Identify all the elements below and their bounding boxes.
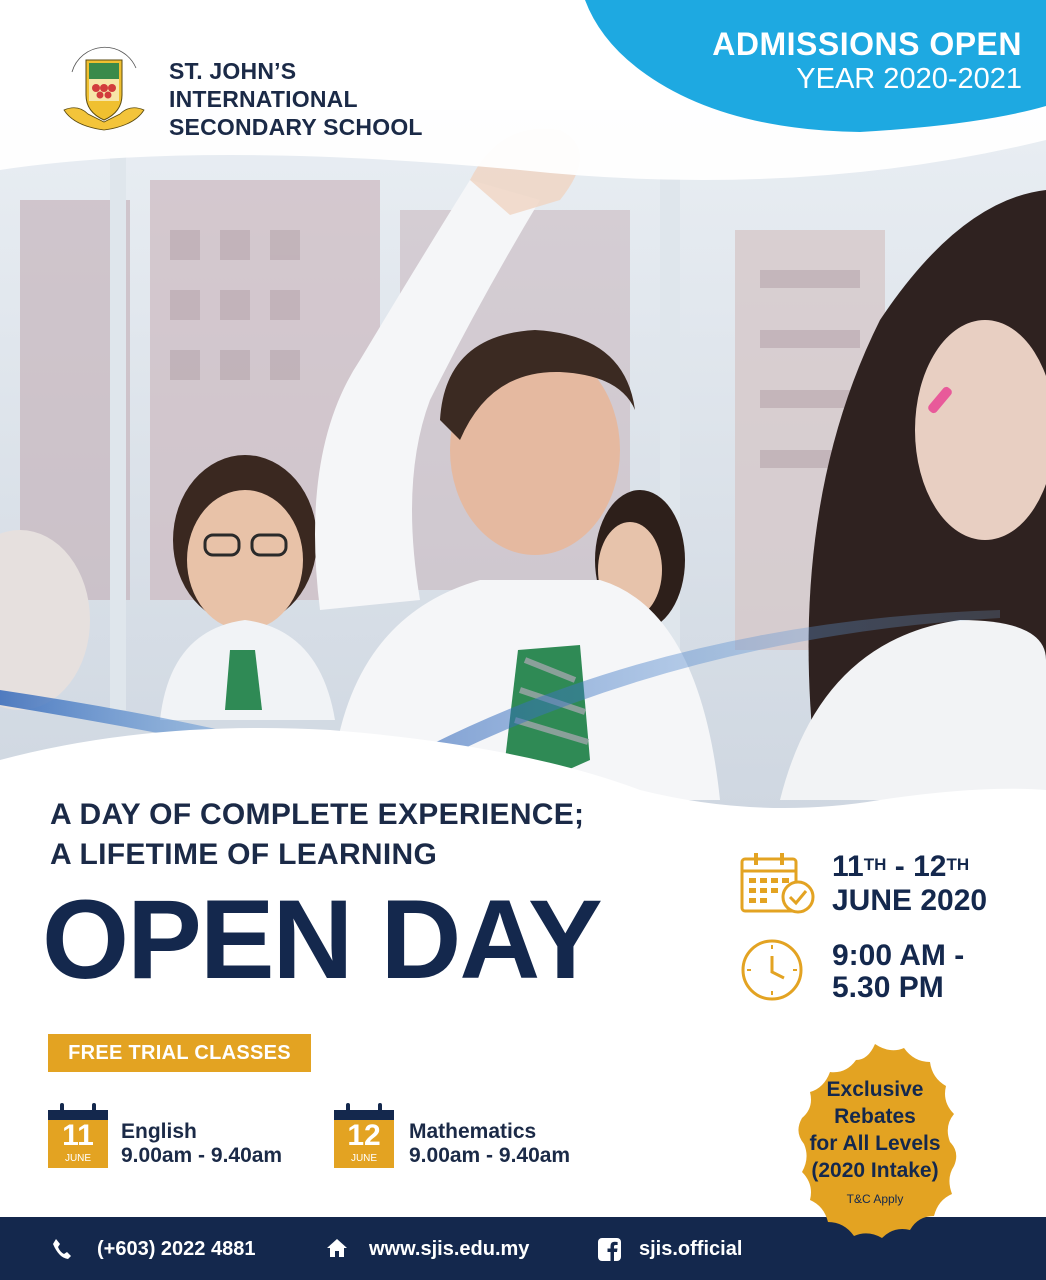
school-name (169, 57, 423, 141)
calendar-check-icon (740, 851, 816, 915)
website-link[interactable]: www.sjis.edu.my (369, 1238, 530, 1260)
free-trial-label: FREE TRIAL CLASSES (48, 1034, 311, 1072)
admissions-year: YEAR 2020-2021 (796, 63, 1022, 95)
date-separator: - (886, 850, 914, 883)
rebate-line: for All Levels (809, 1132, 941, 1155)
school-name-line: INTERNATIONAL (169, 86, 358, 112)
facebook-icon (598, 1238, 621, 1261)
clock-icon (740, 938, 804, 1002)
school-crest-logo (58, 40, 150, 134)
class-time: 9.00am - 9.40am (409, 1144, 571, 1167)
school-name-line: SECONDARY SCHOOL (169, 114, 423, 140)
event-time (832, 940, 964, 1004)
class-day: 11 (62, 1119, 94, 1152)
rebate-note: T&C Apply (846, 1192, 904, 1206)
rebate-line: Exclusive (826, 1078, 924, 1101)
time-line: 5.30 PM (832, 971, 944, 1004)
date-end-suffix: TH (946, 855, 970, 874)
social-handle[interactable]: sjis.official (639, 1238, 743, 1260)
class-time: 9.00am - 9.40am (121, 1144, 283, 1167)
calendar-icon (48, 1100, 108, 1168)
event-date (832, 850, 987, 918)
home-icon (326, 1238, 348, 1258)
rebate-line: (2020 Intake) (811, 1159, 939, 1182)
class-month: JUNE (350, 1153, 378, 1164)
rebate-text (764, 1076, 986, 1184)
tagline (50, 795, 584, 875)
school-name-line: ST. JOHN’S (169, 58, 297, 84)
open-day-headline: OPEN DAY (42, 877, 601, 1002)
date-month-year: JUNE 2020 (832, 884, 988, 917)
class-day: 12 (347, 1119, 381, 1152)
date-end: 12 (913, 850, 947, 883)
calendar-icon (334, 1100, 394, 1168)
time-line: 9:00 AM - (832, 939, 965, 972)
date-start-suffix: TH (863, 855, 887, 874)
tagline-line: A DAY OF COMPLETE EXPERIENCE; (50, 798, 585, 831)
class-subject: Mathematics (409, 1120, 537, 1143)
phone-number[interactable]: (+603) 2022 4881 (97, 1238, 256, 1260)
class-month: JUNE (64, 1153, 92, 1164)
class-subject: English (121, 1120, 197, 1143)
rebate-line: Rebates (834, 1105, 916, 1128)
admissions-title: ADMISSIONS OPEN (712, 26, 1022, 62)
date-start: 11 (832, 850, 864, 883)
tagline-line: A LIFETIME OF LEARNING (50, 838, 438, 871)
phone-icon (52, 1238, 72, 1260)
